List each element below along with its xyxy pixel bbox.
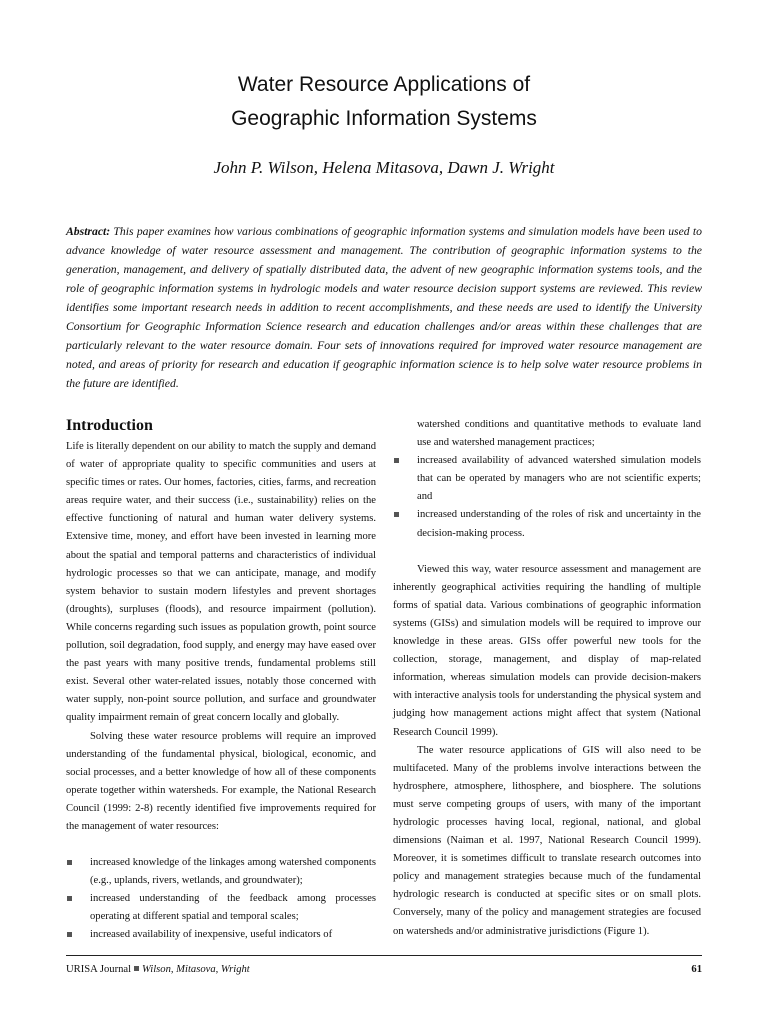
spacer bbox=[66, 836, 376, 854]
list-item-text: increased understanding of the roles of risk and uncertainty in the decision-making process. bbox=[417, 509, 701, 539]
intro-paragraph-1: Life is literally dependent on our ability to match the supply and demand of water of appropriate quality to specific communities and users at specific times or rates. Our homes, factories, cities, farms, and recreation areas require water, and their success (i.e., sustainability) relies on the effective functioning of natural and human water delivery systems. Extensive time, money, and effort have been invested in learning more about the spatial and temporal patterns and characteristics of individual hydrologic processes so that we can anticipate, manage, and modify system behavior to sustain modern lifestyles and prevent shortages (droughts), surpluses (floods), and resource impairment (pollution). While concerns regarding such issues as population growth, point source pollution, soil degradation, food supply, and energy may have eased over the past years with many positive trends, fundamental problems still exist. Several other water-related issues, notably those concerned with water supply, non-point source pollution, and surface and groundwater quality impairment remain of great concern locally and globally. bbox=[66, 441, 376, 724]
abstract-label: Abstract: bbox=[66, 225, 111, 238]
intro-paragraph-2: Solving these water resource problems will require an improved understanding of the fundamental physical, biological, economic, and social processes, and a better knowledge of how all of these components operate together within watersheds. For example, the National Research Council (1999: 2-8) recently identified five improvements required for the management of water resources: bbox=[66, 730, 376, 832]
list-item bbox=[66, 890, 376, 926]
page-number: 61 bbox=[691, 964, 702, 975]
square-bullet-icon bbox=[67, 860, 72, 865]
left-column bbox=[66, 416, 376, 945]
footer-authors: Wilson, Mitasova, Wright bbox=[142, 964, 250, 975]
journal-name: URISA Journal bbox=[66, 964, 132, 975]
list-item-text: increased availability of inexpensive, useful indicators of bbox=[90, 929, 333, 941]
improvements-list-continued bbox=[393, 416, 701, 543]
title-line-2: Geographic Information Systems bbox=[231, 107, 537, 130]
spacer bbox=[393, 543, 701, 561]
paper-title bbox=[0, 68, 768, 136]
list-item-continuation bbox=[393, 416, 701, 452]
square-bullet-icon bbox=[394, 458, 399, 463]
list-item bbox=[393, 506, 701, 542]
abstract-text: This paper examines how various combinations of geographic information systems and simulation models have been used to advance knowledge of water resource assessment and management. The contribution of geographic information systems to the generation, management, and delivery of spatially distributed data, the advent of new geographic information systems tools, and the role of geographic information systems in hydrologic models and water resource decision support systems are reviewed. This review identifies some important research needs in addition to recent accomplishments, and these needs are used to identify the University Consortium for Geographic Information Science research and education challenges and/or areas within these challenges that are particularly relevant to the water resource domain. Four sets of innovations required for improved water resource management are noted, and areas of priority for research and education if geographic information science is to help solve water resource problems in the future are identified. bbox=[66, 225, 702, 390]
right-column bbox=[393, 416, 701, 941]
abstract bbox=[66, 222, 702, 393]
list-item bbox=[66, 926, 376, 944]
square-bullet-icon bbox=[67, 932, 72, 937]
footer-divider bbox=[66, 955, 702, 956]
page-footer bbox=[66, 964, 702, 975]
body-paragraph-2: The water resource applications of GIS will also need to be multifaceted. Many of the problems involve interactions between the hydrosphere, atmosphere, lithosphere, and biosphere. The solutions must serve competing groups of users, with many of the important hydrologic processes having local, regional, national, and global dimensions (Naiman et al. 1997, National Research Council 1999). Moreover, it is sometimes difficult to translate research outcomes into policy and management strategies because much of the fundamental hydrologic research is conducted at specific sites or on small plots. Conversely, many of the policy and management strategies are focused on watersheds and/or administrative jurisdictions (Figure 1). bbox=[393, 744, 701, 937]
list-item-text: watershed conditions and quantitative methods to evaluate land use and watershed management practices; bbox=[417, 419, 701, 449]
author-list: John P. Wilson, Helena Mitasova, Dawn J. Wright bbox=[213, 158, 555, 177]
square-bullet-icon bbox=[67, 896, 72, 901]
title-line-1: Water Resource Applications of bbox=[237, 73, 531, 96]
square-bullet-icon bbox=[394, 512, 399, 517]
square-separator-icon bbox=[134, 966, 139, 971]
body-paragraph-1: Viewed this way, water resource assessment and management are inherently geographical activities requiring the handling of multiple forms of spatial data. Various combinations of geographic information systems (GISs) and simulation models will be required to improve our knowledge in these areas. GISs offer powerful new tools for the collection, storage, management, and display of map-related information, whereas simulation models can provide decision-makers with interactive analysis tools for understanding the physical system and judging how management actions might affect that system (National Research Council 1999). bbox=[393, 563, 701, 738]
section-heading-introduction: Introduction bbox=[66, 417, 153, 434]
list-item bbox=[66, 854, 376, 890]
list-item bbox=[393, 452, 701, 506]
improvements-list bbox=[66, 854, 376, 944]
list-item-text: increased knowledge of the linkages among watershed components (e.g., uplands, rivers, wetlands, and groundwater); bbox=[90, 857, 376, 887]
list-item-text: increased availability of advanced watershed simulation models that can be operated by managers who are not scientific experts; and bbox=[417, 455, 701, 503]
list-item-text: increased understanding of the feedback among processes operating at different spatial and temporal scales; bbox=[90, 893, 376, 923]
